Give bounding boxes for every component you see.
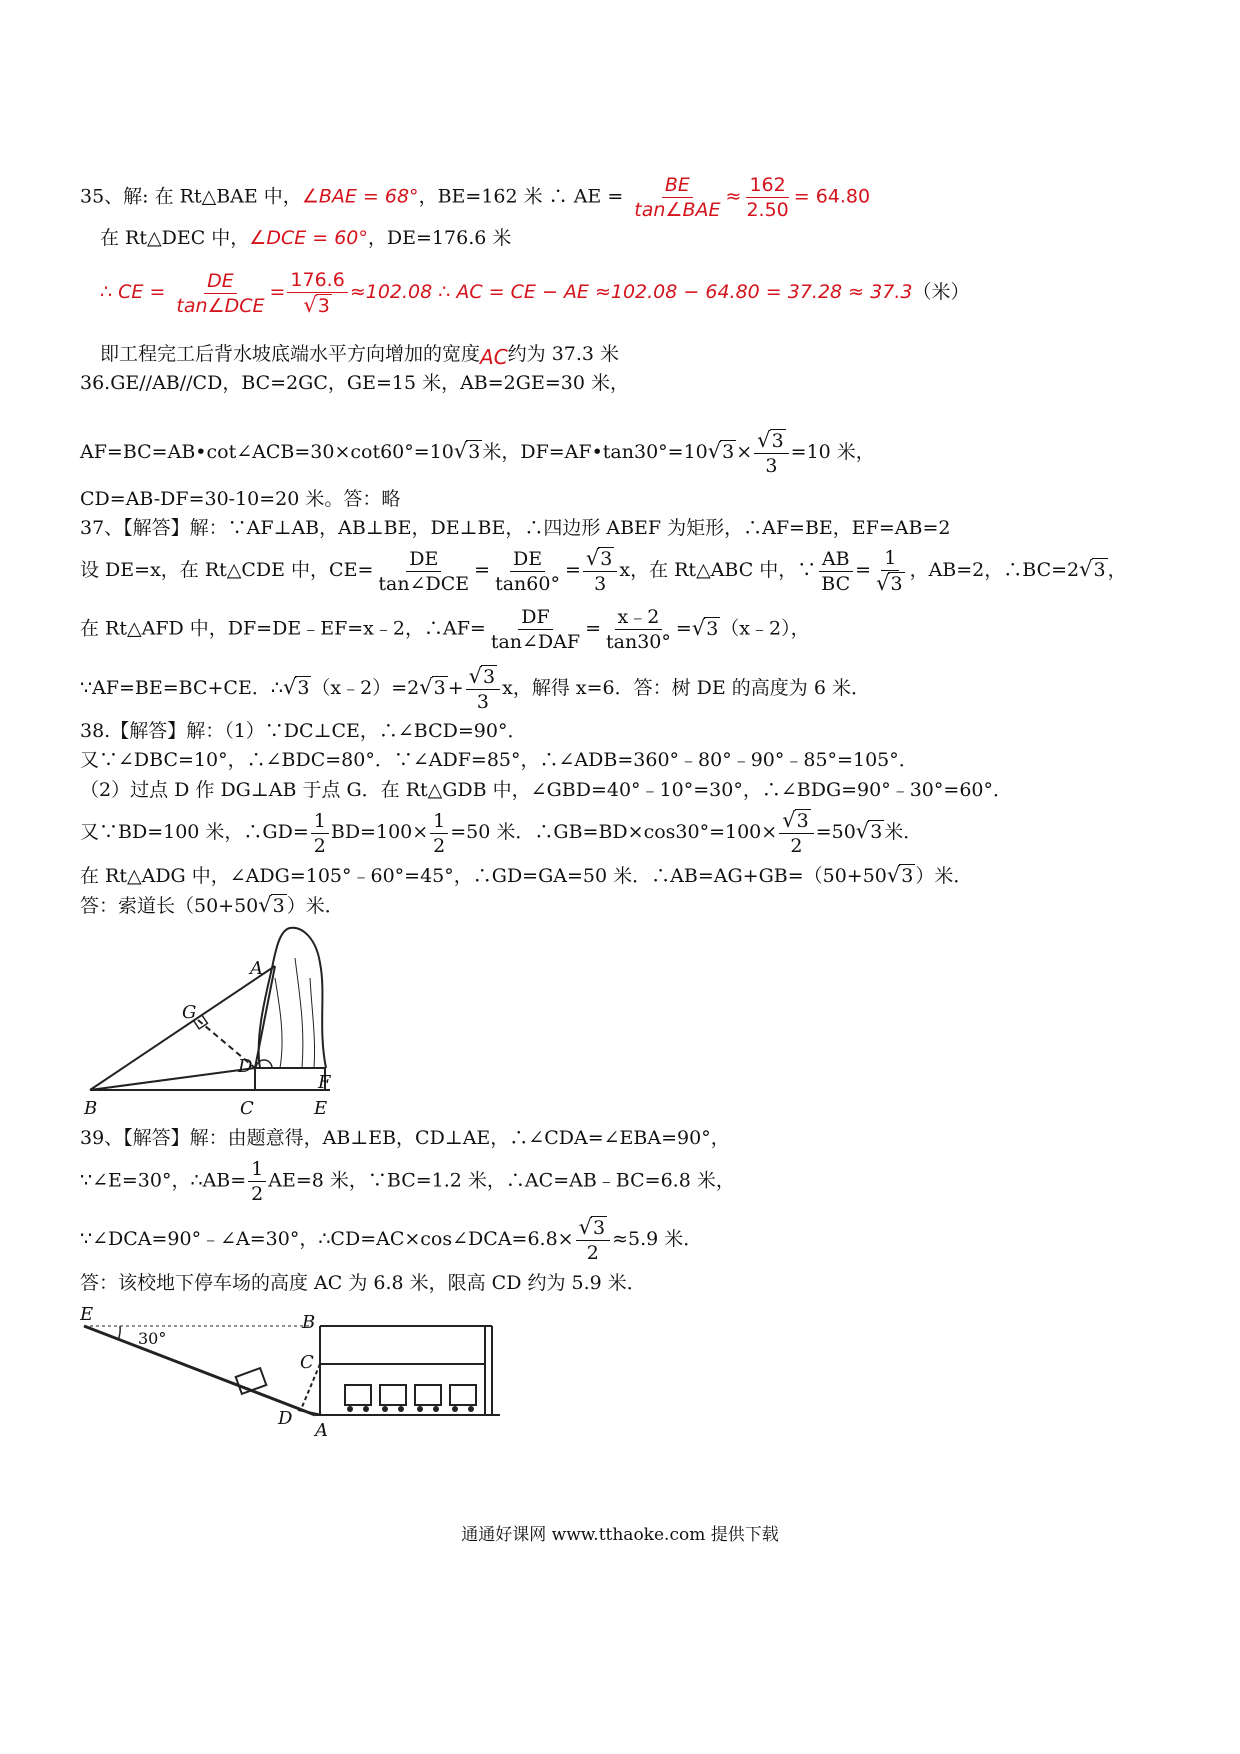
- angle-bae: ∠BAE = 68°: [301, 185, 419, 208]
- fig38-label-d: D: [238, 1056, 253, 1077]
- line-bd: [90, 1068, 255, 1090]
- fraction-de-over-tan: $\frac{DE}{\text{tan∠DCE}}$: [176, 269, 265, 317]
- p36-line2: AF=BC=AB•cot∠ACB=30×cot60°=10√3 米，DF=AF•tan30°=10√3 × $\frac{√3}{3}$ =10 米，: [80, 428, 875, 477]
- fig38-label-g: G: [182, 1002, 197, 1023]
- car-on-ramp: [236, 1368, 267, 1394]
- p39-line4: 答：该校地下停车场的高度 AC 为 6.8 米，限高 CD 约为 5.9 米．: [80, 1272, 646, 1294]
- fraction-ab-over-bc: $\frac{AB}{BC}$: [818, 547, 853, 596]
- fig38-label-a: A: [250, 958, 263, 979]
- angle-arc: [118, 1326, 120, 1340]
- p39-line1: 39、【解答】解：由题意得，AB⊥EB，CD⊥AE，∴∠CDA=∠EBA=90°，: [80, 1127, 730, 1149]
- car-3: [415, 1385, 441, 1405]
- p36-line3: CD=AB-DF=30-10=20 米。答：略: [80, 488, 401, 510]
- fraction-root3-over-3: $\frac{√3}{3}$: [754, 428, 788, 478]
- fraction-one-half: $\frac{1}{2}$: [430, 809, 448, 858]
- fraction-1-over-root3: $\frac{1}{√3}$: [876, 547, 903, 595]
- fig38-label-c: C: [240, 1098, 254, 1119]
- p38-line3: （2）过点 D 作 DG⊥AB 于点 G．在 Rt△GDB 中，∠GBD=40°﹣10°=30°，∴∠BDG=90°﹣30°=60°．: [80, 779, 1012, 801]
- p39-line3: ∵∠DCA=90°﹣∠A=30°，∴CD=AC×cos∠DCA=6.8× $\frac{√3}{2}$ ≈5.9 米．: [80, 1215, 703, 1264]
- fraction-root3-over-2: $\frac{√3}{2}$: [576, 1215, 610, 1265]
- fraction-one-half: $\frac{1}{2}$: [311, 809, 329, 858]
- fraction-de-tan-dce: $\frac{DE}{\text{tan∠DCE}}$: [378, 547, 470, 595]
- fig39-label-c: C: [300, 1352, 314, 1373]
- fig38-label-b: B: [84, 1098, 98, 1119]
- fraction-root3-over-3: $\frac{√3}{3}$: [466, 664, 500, 714]
- p35-line4: 即工程完工后背水坡底端水平方向增加的宽度AC约为 37.3 米: [100, 343, 620, 369]
- p38-line4: 又∵BD=100 米，∴GD= $\frac{1}{2}$ BD=100× $\frac{1}{2}$ =50 米．∴GB=BD×cos30°=100× $\frac{√3}{2}$ =50√3 米．: [80, 808, 923, 857]
- p37-line2: 设 DE=x，在 Rt△CDE 中，CE= $\frac{DE}{\text{tan∠DCE}}$ = $\frac{DE}{\tan 60^\circ}$ = $\frac{√3}{3}$ x，在 Rt△ABC 中，∵ $\frac{AB}{BC}$ = $\frac{1}{√3}$ ，AB=2，∴BC=2√3 ，: [80, 546, 1127, 595]
- line-ad: [255, 966, 275, 1068]
- angle-dce: ∠DCE = 60°: [249, 227, 368, 249]
- fraction-de-tan60: $\frac{DE}{\tan 60^\circ}$: [495, 547, 560, 595]
- p38-line6: 答：索道长（50+50√3 ）米．: [80, 893, 344, 917]
- fig39-label-e: E: [80, 1304, 94, 1325]
- car-2: [380, 1385, 406, 1405]
- fig39-label-a: A: [315, 1420, 328, 1440]
- fig38-label-f: F: [318, 1072, 331, 1093]
- p35-line3: ∴ CE = $\frac{DE}{\text{tan∠DCE}}$ = $\frac{176.6}{√3}$ ≈102.08 ∴ AC = CE − AE ≈102.08 − 64.80 = 37.28 ≈ 37.3（米）: [100, 269, 970, 317]
- page-footer: 通通好课网 www.tthaoke.com 提供下载: [461, 1525, 779, 1545]
- p36-line1: 36.GE//AB//CD，BC=2GC，GE=15 米，AB=2GE=30 米，: [80, 372, 629, 394]
- p35-line2: 在 Rt△DEC 中，∠DCE = 60°，DE=176.6 米: [100, 227, 512, 249]
- fraction-root3-over-3: $\frac{√3}{3}$: [583, 546, 617, 596]
- p37-line3: 在 Rt△AFD 中，DF=DE﹣EF=x﹣2，∴AF= $\frac{DF}{\text{tan∠DAF}}$ = $\frac{x﹣2}{\tan 30^\circ}$ =√3 （x﹣2），: [80, 606, 810, 653]
- fraction-162-over-250: $\frac{162}{2.50}$: [746, 174, 789, 221]
- p38-line5: 在 Rt△ADG 中，∠ADG=105°﹣60°=45°，∴GD=GA=50 米．∴AB=AG+GB=（50+50√3 ）米．: [80, 863, 973, 887]
- car-4: [450, 1385, 476, 1405]
- fraction-x2-tan30: $\frac{x﹣2}{\tan 30^\circ}$: [606, 606, 671, 653]
- car-1: [345, 1385, 371, 1405]
- p39-line2: ∵∠E=30°，∴AB= $\frac{1}{2}$ AE=8 米，∵BC=1.2 米，∴AC=AB﹣BC=6.8 米，: [80, 1158, 735, 1205]
- fraction-df-tan-daf: $\frac{DF}{\text{tan∠DAF}}$: [490, 606, 581, 653]
- fig39-label-b: B: [302, 1312, 316, 1333]
- fraction-be-over-tan: $\frac{BE}{\text{tan∠BAE}}$: [634, 174, 721, 221]
- figure-38-ropeway: [80, 918, 340, 1124]
- fraction-root3-over-2: $\frac{√3}{2}$: [779, 808, 813, 858]
- fig39-label-30deg: 30°: [138, 1329, 167, 1348]
- p37-line4: ∵AF=BE=BC+CE．∴√3 （x﹣2）=2√3 + $\frac{√3}{3}$ x，解得 x=6．答：树 DE 的高度为 6 米．: [80, 664, 870, 713]
- fig39-label-d: D: [278, 1408, 293, 1429]
- fraction-one-half: $\frac{1}{2}$: [248, 1157, 266, 1206]
- p37-line1: 37、【解答】解：∵AF⊥AB，AB⊥BE，DE⊥BE，∴四边形 ABEF 为矩形，∴AF=BE，EF=AB=2: [80, 517, 951, 539]
- fraction-1766-over-root3: $\frac{176.6}{√3}$: [287, 268, 347, 318]
- figure-39-parking: [80, 1300, 500, 1440]
- fig38-label-e: E: [314, 1098, 328, 1119]
- p38-line2: 又∵∠DBC=10°，∴∠BDC=80°．∵∠ADF=85°，∴∠ADB=360°﹣80°﹣90°﹣85°=105°．: [80, 749, 918, 771]
- p35-line1: 35、解: 在 Rt△BAE 中，∠BAE = 68°，BE=162 米 ∴ AE = $\frac{BE}{\text{tan∠BAE}}$ ≈ $\frac{162}{2.50}$ = 64.80: [80, 174, 871, 221]
- p38-line1: 38.【解答】解：（1）∵DC⊥CE，∴∠BCD=90°．: [80, 720, 527, 742]
